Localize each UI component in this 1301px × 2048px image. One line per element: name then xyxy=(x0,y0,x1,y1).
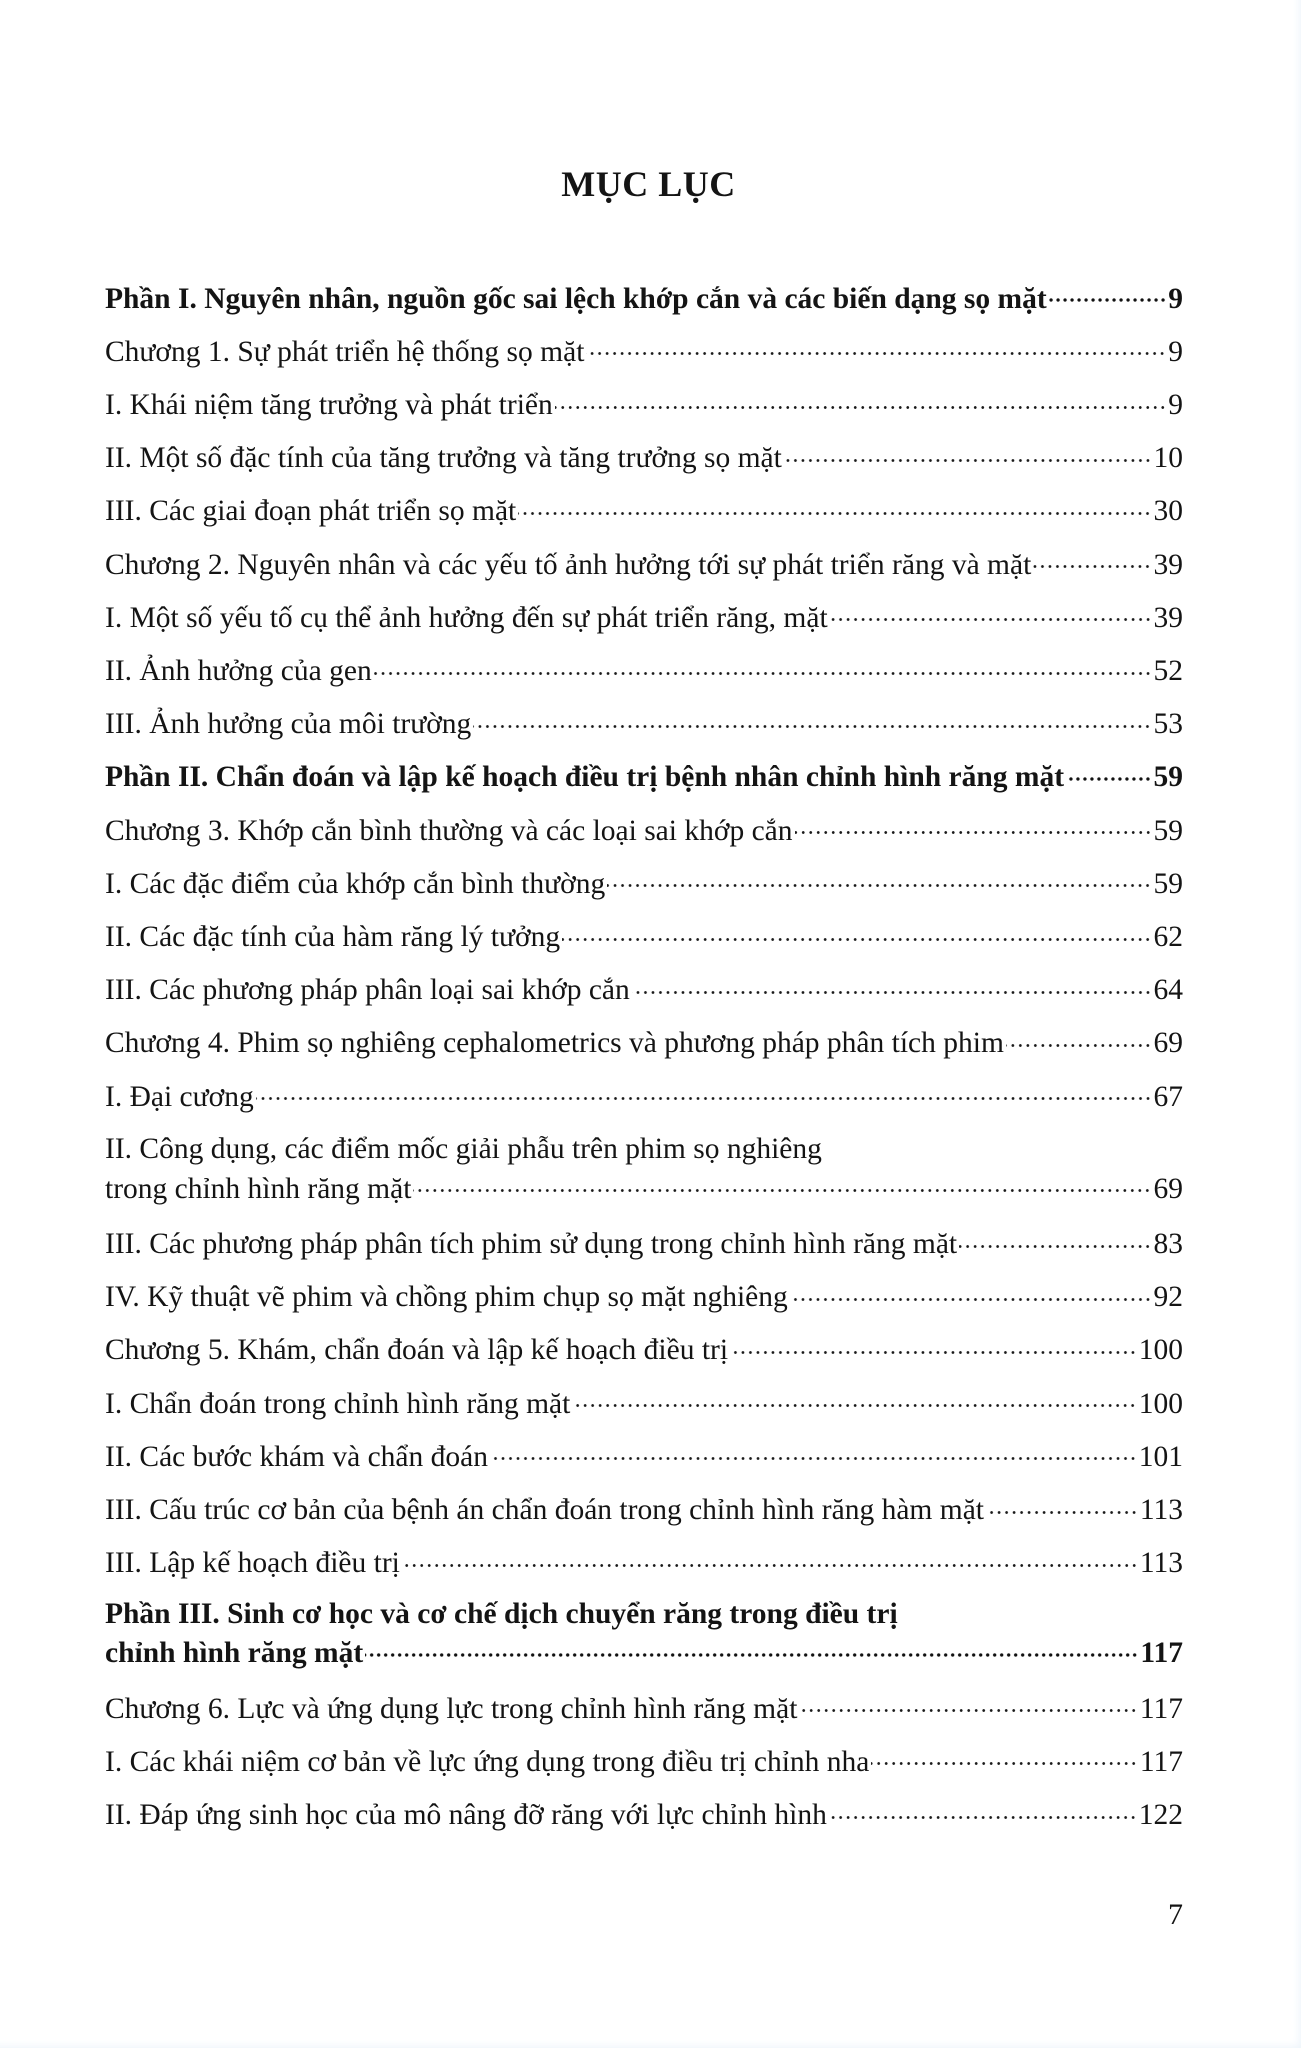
toc-page-number: 117 xyxy=(1139,1745,1183,1778)
toc-entry-line xyxy=(105,1383,1183,1420)
dot-leader xyxy=(959,1223,1151,1253)
toc-entry-title: chỉnh hình răng mặt xyxy=(105,1637,364,1670)
toc-entry-line xyxy=(105,1168,1183,1205)
toc-entry-title: Chương 3. Khớp cắn bình thường và các loại sai khớp cắn xyxy=(105,814,793,847)
toc-entry-title: trong chỉnh hình răng mặt xyxy=(105,1172,412,1205)
toc-entry-section xyxy=(105,1383,1183,1420)
dot-leader xyxy=(490,1436,1137,1466)
toc-page-number: 92 xyxy=(1153,1281,1183,1314)
dot-leader xyxy=(730,1330,1137,1360)
toc-entry-line xyxy=(105,1076,1183,1113)
toc-entry-title: Chương 1. Sự phát triển hệ thống sọ mặt xyxy=(105,335,585,368)
dot-leader xyxy=(830,597,1152,627)
toc-entry-chapter xyxy=(105,331,1183,368)
toc-entry-part xyxy=(105,278,1183,315)
toc-entry-title: I. Chẩn đoán trong chỉnh hình răng mặt xyxy=(105,1387,571,1420)
toc-page-number: 83 xyxy=(1153,1227,1183,1260)
toc-entry-section xyxy=(105,438,1183,475)
toc-entry-section xyxy=(105,863,1183,900)
toc-entry-section xyxy=(105,597,1183,634)
dot-leader xyxy=(562,916,1151,946)
toc-entry-line xyxy=(105,1489,1183,1526)
toc-entry-line xyxy=(105,1596,1183,1633)
toc-entry-part xyxy=(105,757,1183,794)
toc-page-number: 62 xyxy=(1153,920,1183,953)
dot-leader xyxy=(572,1383,1136,1413)
toc-entry-line xyxy=(105,970,1183,1007)
toc-entry-line xyxy=(105,278,1183,315)
toc-entry-section xyxy=(105,1076,1183,1113)
toc-entry-section xyxy=(105,1543,1183,1580)
toc-page-number: 9 xyxy=(1168,388,1183,421)
toc-page-number: 59 xyxy=(1153,867,1183,900)
toc-page-number: 39 xyxy=(1153,601,1183,634)
toc-entry-chapter xyxy=(105,1688,1183,1725)
toc-entry-title: Phần III. Sinh cơ học và cơ chế dịch chuyển răng trong điều trị xyxy=(105,1597,898,1630)
toc-page-number: 117 xyxy=(1140,1637,1183,1670)
toc-entry-part xyxy=(105,1596,1183,1670)
toc-entry-line xyxy=(105,1131,1183,1168)
dot-leader xyxy=(473,704,1151,734)
toc-page-number: 69 xyxy=(1153,1027,1183,1060)
toc-entry-line xyxy=(105,1633,1183,1670)
dot-leader xyxy=(413,1168,1151,1198)
toc-entry-section xyxy=(105,1223,1183,1260)
dot-leader xyxy=(790,1277,1152,1307)
toc-entry-title: II. Công dụng, các điểm mốc giải phẫu trên phim sọ nghiêng xyxy=(105,1133,822,1166)
toc-entry-section xyxy=(105,704,1183,741)
toc-entry-line xyxy=(105,863,1183,900)
toc-entry-section xyxy=(105,916,1183,953)
toc-entry-section xyxy=(105,1131,1183,1205)
toc-entry-title: I. Đại cương xyxy=(105,1080,254,1113)
toc-entry-chapter xyxy=(105,1023,1183,1060)
toc-entry-section xyxy=(105,970,1183,1007)
toc-page-number: 39 xyxy=(1153,548,1183,581)
toc-page-number: 59 xyxy=(1153,814,1183,847)
toc-entry-title: II. Các đặc tính của hàm răng lý tưởng xyxy=(105,920,561,953)
toc-entry-title: II. Ảnh hưởng của gen xyxy=(105,654,372,687)
dot-leader xyxy=(986,1489,1138,1519)
dot-leader xyxy=(365,1633,1138,1663)
dot-leader xyxy=(1006,1023,1152,1053)
dot-leader xyxy=(555,384,1167,414)
toc-entry-title: I. Các đặc điểm của khớp cắn bình thường xyxy=(105,867,606,900)
toc-entry-line xyxy=(105,757,1183,794)
toc-entry-title: II. Các bước khám và chẩn đoán xyxy=(105,1440,488,1473)
toc-entry-section xyxy=(105,491,1183,528)
toc-entry-title: II. Đáp ứng sinh học của mô nâng đỡ răng với lực chỉnh hình xyxy=(105,1798,827,1831)
toc-page-number: 9 xyxy=(1168,335,1183,368)
dot-leader xyxy=(374,650,1152,680)
toc-page-number: 59 xyxy=(1153,761,1183,794)
dot-leader xyxy=(256,1076,1152,1106)
dot-leader xyxy=(1049,278,1167,308)
dot-leader xyxy=(871,1741,1137,1771)
toc-page-number: 122 xyxy=(1138,1798,1183,1831)
toc-entry-line xyxy=(105,1436,1183,1473)
dot-leader xyxy=(829,1794,1137,1824)
dot-leader xyxy=(1033,544,1151,574)
toc-entry-title: I. Khái niệm tăng trưởng và phát triển xyxy=(105,388,553,421)
dot-leader xyxy=(795,810,1152,840)
toc-page-number: 100 xyxy=(1138,1387,1183,1420)
toc-entry-line xyxy=(105,384,1183,421)
toc-entry-section xyxy=(105,1741,1183,1778)
toc-entry-section xyxy=(105,650,1183,687)
page-title: MỤC LỤC xyxy=(561,164,736,204)
toc-entry-line xyxy=(105,1794,1183,1831)
toc-page-number: 64 xyxy=(1153,974,1183,1007)
toc-page-number: 30 xyxy=(1153,495,1183,528)
dot-leader xyxy=(586,331,1166,361)
toc-page-number: 113 xyxy=(1139,1547,1183,1580)
toc-entry-title: III. Lập kế hoạch điều trị xyxy=(105,1547,400,1580)
toc-entry-line xyxy=(105,1223,1183,1260)
toc-entry-title: Chương 5. Khám, chẩn đoán và lập kế hoạch điều trị xyxy=(105,1334,729,1367)
toc-entry-line xyxy=(105,1023,1183,1060)
toc-entry-section xyxy=(105,1489,1183,1526)
toc-entry-section xyxy=(105,1436,1183,1473)
toc-entry-title: III. Các giai đoạn phát triển sọ mặt xyxy=(105,495,517,528)
toc-page-number: 101 xyxy=(1138,1440,1183,1473)
toc-entry-title: Phần I. Nguyên nhân, nguồn gốc sai lệch khớp cắn và các biến dạng sọ mặt xyxy=(105,282,1047,315)
dot-leader xyxy=(632,970,1152,1000)
toc-entry-title: IV. Kỹ thuật vẽ phim và chồng phim chụp sọ mặt nghiêng xyxy=(105,1281,788,1314)
toc-page-number: 9 xyxy=(1168,282,1183,315)
toc-entry-line xyxy=(105,491,1183,528)
toc-entry-title: I. Các khái niệm cơ bản về lực ứng dụng trong điều trị chỉnh nha xyxy=(105,1745,870,1778)
toc-entry-title: I. Một số yếu tố cụ thể ảnh hưởng đến sự phát triển răng, mặt xyxy=(105,601,828,634)
toc-entry-line xyxy=(105,916,1183,953)
toc-entry-line xyxy=(105,1688,1183,1725)
toc-entry-section xyxy=(105,1277,1183,1314)
toc-entry-line xyxy=(105,597,1183,634)
toc-entry-line xyxy=(105,1330,1183,1367)
toc-entry-title: Chương 4. Phim sọ nghiêng cephalometrics và phương pháp phân tích phim xyxy=(105,1027,1004,1060)
toc-entry-line xyxy=(105,438,1183,475)
toc-entry-chapter xyxy=(105,544,1183,581)
toc-entry-title: Phần II. Chẩn đoán và lập kế hoạch điều trị bệnh nhân chỉnh hình răng mặt xyxy=(105,761,1065,794)
toc-entry-line xyxy=(105,1741,1183,1778)
page-number: 7 xyxy=(1168,1898,1183,1931)
toc-entry-title: III. Các phương pháp phân tích phim sử dụng trong chỉnh hình răng mặt xyxy=(105,1227,958,1260)
toc-entry-line xyxy=(105,650,1183,687)
dot-leader xyxy=(784,438,1152,468)
toc-entry-line xyxy=(105,810,1183,847)
toc-page-number: 69 xyxy=(1153,1172,1183,1205)
dot-leader xyxy=(607,863,1151,893)
toc-page-number: 100 xyxy=(1138,1334,1183,1367)
toc-page-number: 52 xyxy=(1153,654,1183,687)
toc-entry-section xyxy=(105,384,1183,421)
toc-page-number: 117 xyxy=(1139,1692,1183,1725)
dot-leader xyxy=(518,491,1151,521)
toc-page-number: 53 xyxy=(1153,708,1183,741)
toc-entry-title: Chương 2. Nguyên nhân và các yếu tố ảnh hưởng tới sự phát triển răng và mặt xyxy=(105,548,1032,581)
toc-entry-chapter xyxy=(105,1330,1183,1367)
toc-entry-chapter xyxy=(105,810,1183,847)
toc-page-number: 10 xyxy=(1153,442,1183,475)
toc-entry-title: II. Một số đặc tính của tăng trưởng và tăng trưởng sọ mặt xyxy=(105,442,782,475)
toc-page-number: 67 xyxy=(1153,1080,1183,1113)
dot-leader xyxy=(1066,757,1151,787)
dot-leader xyxy=(799,1688,1137,1718)
toc-entry-line xyxy=(105,704,1183,741)
toc-entry-line xyxy=(105,1543,1183,1580)
toc-entry-section xyxy=(105,1794,1183,1831)
toc-entry-title: III. Cấu trúc cơ bản của bệnh án chẩn đoán trong chỉnh hình răng hàm mặt xyxy=(105,1493,984,1526)
toc-entry-line xyxy=(105,544,1183,581)
dot-leader xyxy=(402,1543,1138,1573)
toc-entry-line xyxy=(105,331,1183,368)
toc-entry-title: Chương 6. Lực và ứng dụng lực trong chỉnh hình răng mặt xyxy=(105,1692,798,1725)
toc-entry-line xyxy=(105,1277,1183,1314)
toc-entry-title: III. Các phương pháp phân loại sai khớp cắn xyxy=(105,974,630,1007)
toc-page-number: 113 xyxy=(1139,1493,1183,1526)
toc-entry-title: III. Ảnh hưởng của môi trường xyxy=(105,708,472,741)
